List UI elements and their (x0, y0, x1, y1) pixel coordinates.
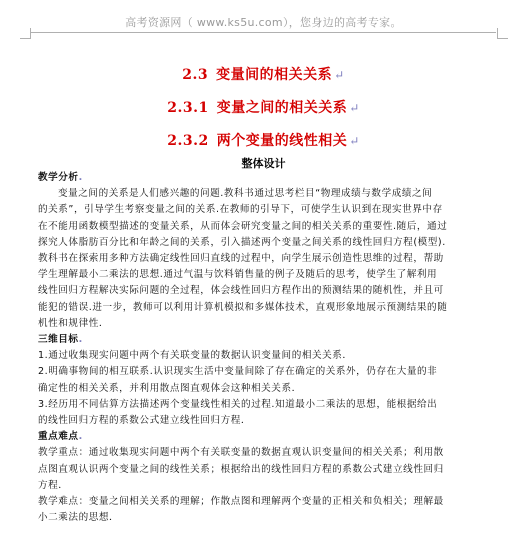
goals-list (38, 348, 492, 429)
text-line: 在不能用函数模型描述的变量关系，从而体会研究变量之间的相关关系的重要性.随后，通过 (38, 220, 448, 232)
text-line: 线性回归方程解决实际问题的全过程，体会线性回归方程作出的预测结果的随机性，并且可 (38, 285, 444, 297)
text-line: 变量之间的关系是人们感兴趣的问题.教科书通过思考栏目“物理成绩与数学成绩之间 (58, 188, 433, 200)
design-title: 整体设计 (241, 157, 286, 170)
heading-title: 变量之间的相关关系 (216, 100, 348, 116)
keypoints-list (38, 445, 492, 526)
header-rule (30, 32, 496, 33)
text-line: 小二乘法的思想． (38, 512, 120, 524)
section-heading-2-3 (0, 64, 527, 84)
keypoints-title: 重点难点. (38, 431, 83, 443)
heading-number: 2.3.2 (167, 133, 209, 149)
text-line: 机性和规律性． (38, 317, 110, 329)
text-line: 的关系”，引导学生考察变量之间的关系.在教师的引导下，可使学生认识到在现实世界中存 (38, 204, 443, 216)
text-line: 点图直观认识两个变量之间的线性关系；根据给出的线性回归方程的系数公式建立线性回归 (38, 463, 444, 475)
text-line: 2.明确事物间的相互联系.认识现实生活中变量间除了存在确定的关系外，仍存在大量的非 (38, 366, 438, 378)
page-header: 高考资源网（ www.ks5u.com），您身边的高考专家。 (125, 16, 402, 29)
paragraph-mark-icon: ↵ (349, 101, 360, 115)
heading-title: 变量间的相关关系 (216, 67, 333, 83)
heading-title: 两个变量的线性相关 (216, 133, 348, 149)
text-line: 教学重点：通过收集现实问题中两个有关联变量的数据直观认识变量间的相关关系；利用散 (38, 447, 444, 459)
paragraph-mark-icon: ↵ (349, 134, 360, 148)
text-line: 教科书在探索用多种方法确定线性回归直线的过程中，向学生展示创造性思维的过程，帮助 (38, 253, 444, 265)
text-line: 确定性的相关关系，并利用散点图直观体会这种相关关系． (38, 382, 302, 394)
text-line: 的线性回归方程的系数公式建立线性回归方程． (38, 415, 252, 427)
section-heading-2-3-1 (0, 97, 527, 117)
margin-corner-left (20, 28, 31, 39)
goals-title: 三维目标. (38, 334, 83, 346)
text-line: 探究人体脂肪百分比和年龄之间的关系，引入描述两个变量之间关系的线性回归方程(模型). (38, 236, 446, 248)
section-heading-2-3-2 (0, 130, 527, 150)
margin-corner-right (497, 28, 508, 39)
text-line: 教学难点：变量之间相关关系的理解；作散点图和理解两个变量的正相关和负相关；理解最 (38, 496, 444, 508)
text-line: 1.通过收集现实问题中两个有关联变量的数据认识变量间的相关关系． (38, 350, 353, 362)
text-line: 学生理解最小二乘法的思想.通过气温与饮料销售量的例子及随后的思考，使学生了解利用 (38, 269, 438, 281)
text-line: 3.经历用不同估算方法描述两个变量线性相关的过程.知道最小二乘法的思想，能根据给出 (38, 398, 438, 410)
heading-number: 2.3.1 (167, 100, 209, 116)
heading-number: 2.3 (182, 67, 209, 83)
analysis-paragraph (38, 186, 492, 332)
document-body (38, 170, 492, 526)
text-line: 能犯的错误.进一步，教师可以利用计算机模拟和多媒体技术，直观形象地展示预测结果的随 (38, 301, 448, 313)
text-line: 方程． (38, 479, 69, 491)
paragraph-mark-icon: ↵ (334, 68, 345, 82)
analysis-title: 教学分析. (38, 172, 83, 183)
